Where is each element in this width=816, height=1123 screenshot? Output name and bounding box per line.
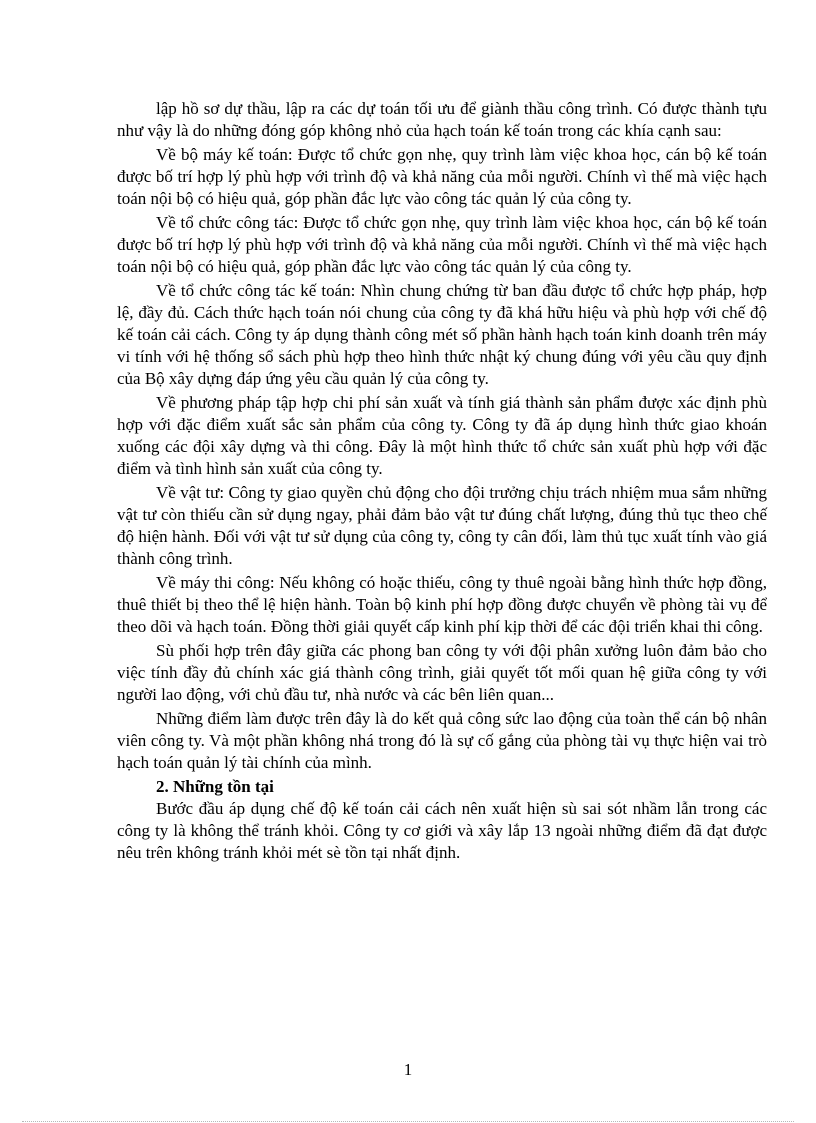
page-number: 1 (403, 1060, 413, 1079)
paragraph-accounting-apparatus: Về bộ máy kế toán: Được tổ chức gọn nhẹ, quy trình làm việc khoa học, cán bộ kế toán được bố trí hợp lý phù hợp với trình độ và khả năng của mỗi người. Chính vì thế mà việc hạch toán nội bộ có hiệu quả, góp phần đắc lực vào công tác quản lý của công ty. (117, 145, 767, 208)
page-bottom-divider (22, 1121, 794, 1122)
paragraph-shortcomings: Bước đầu áp dụng chế độ kế toán cải cách nên xuất hiện sù sai sót nhầm lẫn trong các công ty là không thể tránh khỏi. Công ty cơ giới và xây lắp 13 ngoài những điểm đã đạt được nêu trên không tránh khỏi mét sè tồn tại nhất định. (117, 799, 767, 862)
paragraph-work-organization: Về tổ chức công tác: Được tổ chức gọn nhẹ, quy trình làm việc khoa học, cán bộ kế toán được bố trí hợp lý phù hợp với trình độ và khả năng của mỗi người. Chính vì thế mà việc hạch toán nội bộ có hiệu quả, góp phần đắc lực vào công tác quản lý của công ty. (117, 213, 767, 276)
paragraph-cost-method: Về phương pháp tập hợp chi phí sản xuất và tính giá thành sản phẩm được xác định phù hợp với đặc điểm xuất sắc sản phẩm của công ty. Công ty đã áp dụng hình thức giao khoán xuống các đội xây dựng và thi công. Đây là một hình thức tổ chức sản xuất phù hợp với đặc điểm và tình hình sản xuất của công ty. (117, 393, 767, 478)
paragraph-accounting-organization: Về tổ chức công tác kế toán: Nhìn chung chứng từ ban đầu được tổ chức hợp pháp, hợp lệ, đầy đủ. Cách thức hạch toán nói chung của công ty đã khá hữu hiệu và phù hợp với chế độ kế toán cải cách. Công ty áp dụng thành công mét số phần hành hạch toán kinh doanh trên máy vi tính với hệ thống sổ sách phù hợp theo hình thức nhật ký chung đúng với yêu cầu quy định của Bộ xây dựng đáp ứng yêu cầu quản lý của công ty. (117, 281, 767, 388)
paragraph-materials: Về vật tư: Công ty giao quyền chủ động cho đội trưởng chịu trách nhiệm mua sắm những vật tư còn thiếu cần sử dụng ngay, phải đảm bảo vật tư đúng chất lượng, đúng thủ tục theo chế độ hiện hành. Đối với vật tư sử dụng của công ty, công ty cân đối, làm thủ tục xuất tính vào giá thành công trình. (117, 483, 767, 568)
paragraph-machinery: Về máy thi công: Nếu không có hoặc thiếu, công ty thuê ngoài bằng hình thức hợp đồng, thuê thiết bị theo thể lệ hiện hành. Toàn bộ kinh phí hợp đồng được chuyển về phòng tài vụ để theo dõi và hạch toán. Đồng thời giải quyết cấp kinh phí kịp thời để các đội triển khai thi công. (117, 573, 767, 636)
page-body (117, 98, 767, 866)
paragraph-intro: lập hồ sơ dự thầu, lập ra các dự toán tối ưu để giành thầu công trình. Có được thành tựu như vậy là do những đóng góp không nhỏ của hạch toán kế toán trong các khía cạnh sau: (117, 99, 767, 140)
paragraph-achievements: Những điểm làm được trên đây là do kết quả công sức lao động của toàn thể cán bộ nhân viên công ty. Và một phần không nhá trong đó là sự cố gắng của phòng tài vụ thực hiện vai trò hạch toán quản lý tài chính của mình. (117, 709, 767, 772)
paragraph-coordination: Sù phối hợp trên đây giữa các phong ban công ty với đội phân xưởng luôn đảm bảo cho việc tính đầy đủ chính xác giá thành công trình, giải quyết tốt mối quan hệ giữa công ty với người lao động, với chủ đầu tư, nhà nước và các bên liên quan... (117, 641, 767, 704)
section-heading: 2. Những tồn tại (156, 777, 274, 796)
